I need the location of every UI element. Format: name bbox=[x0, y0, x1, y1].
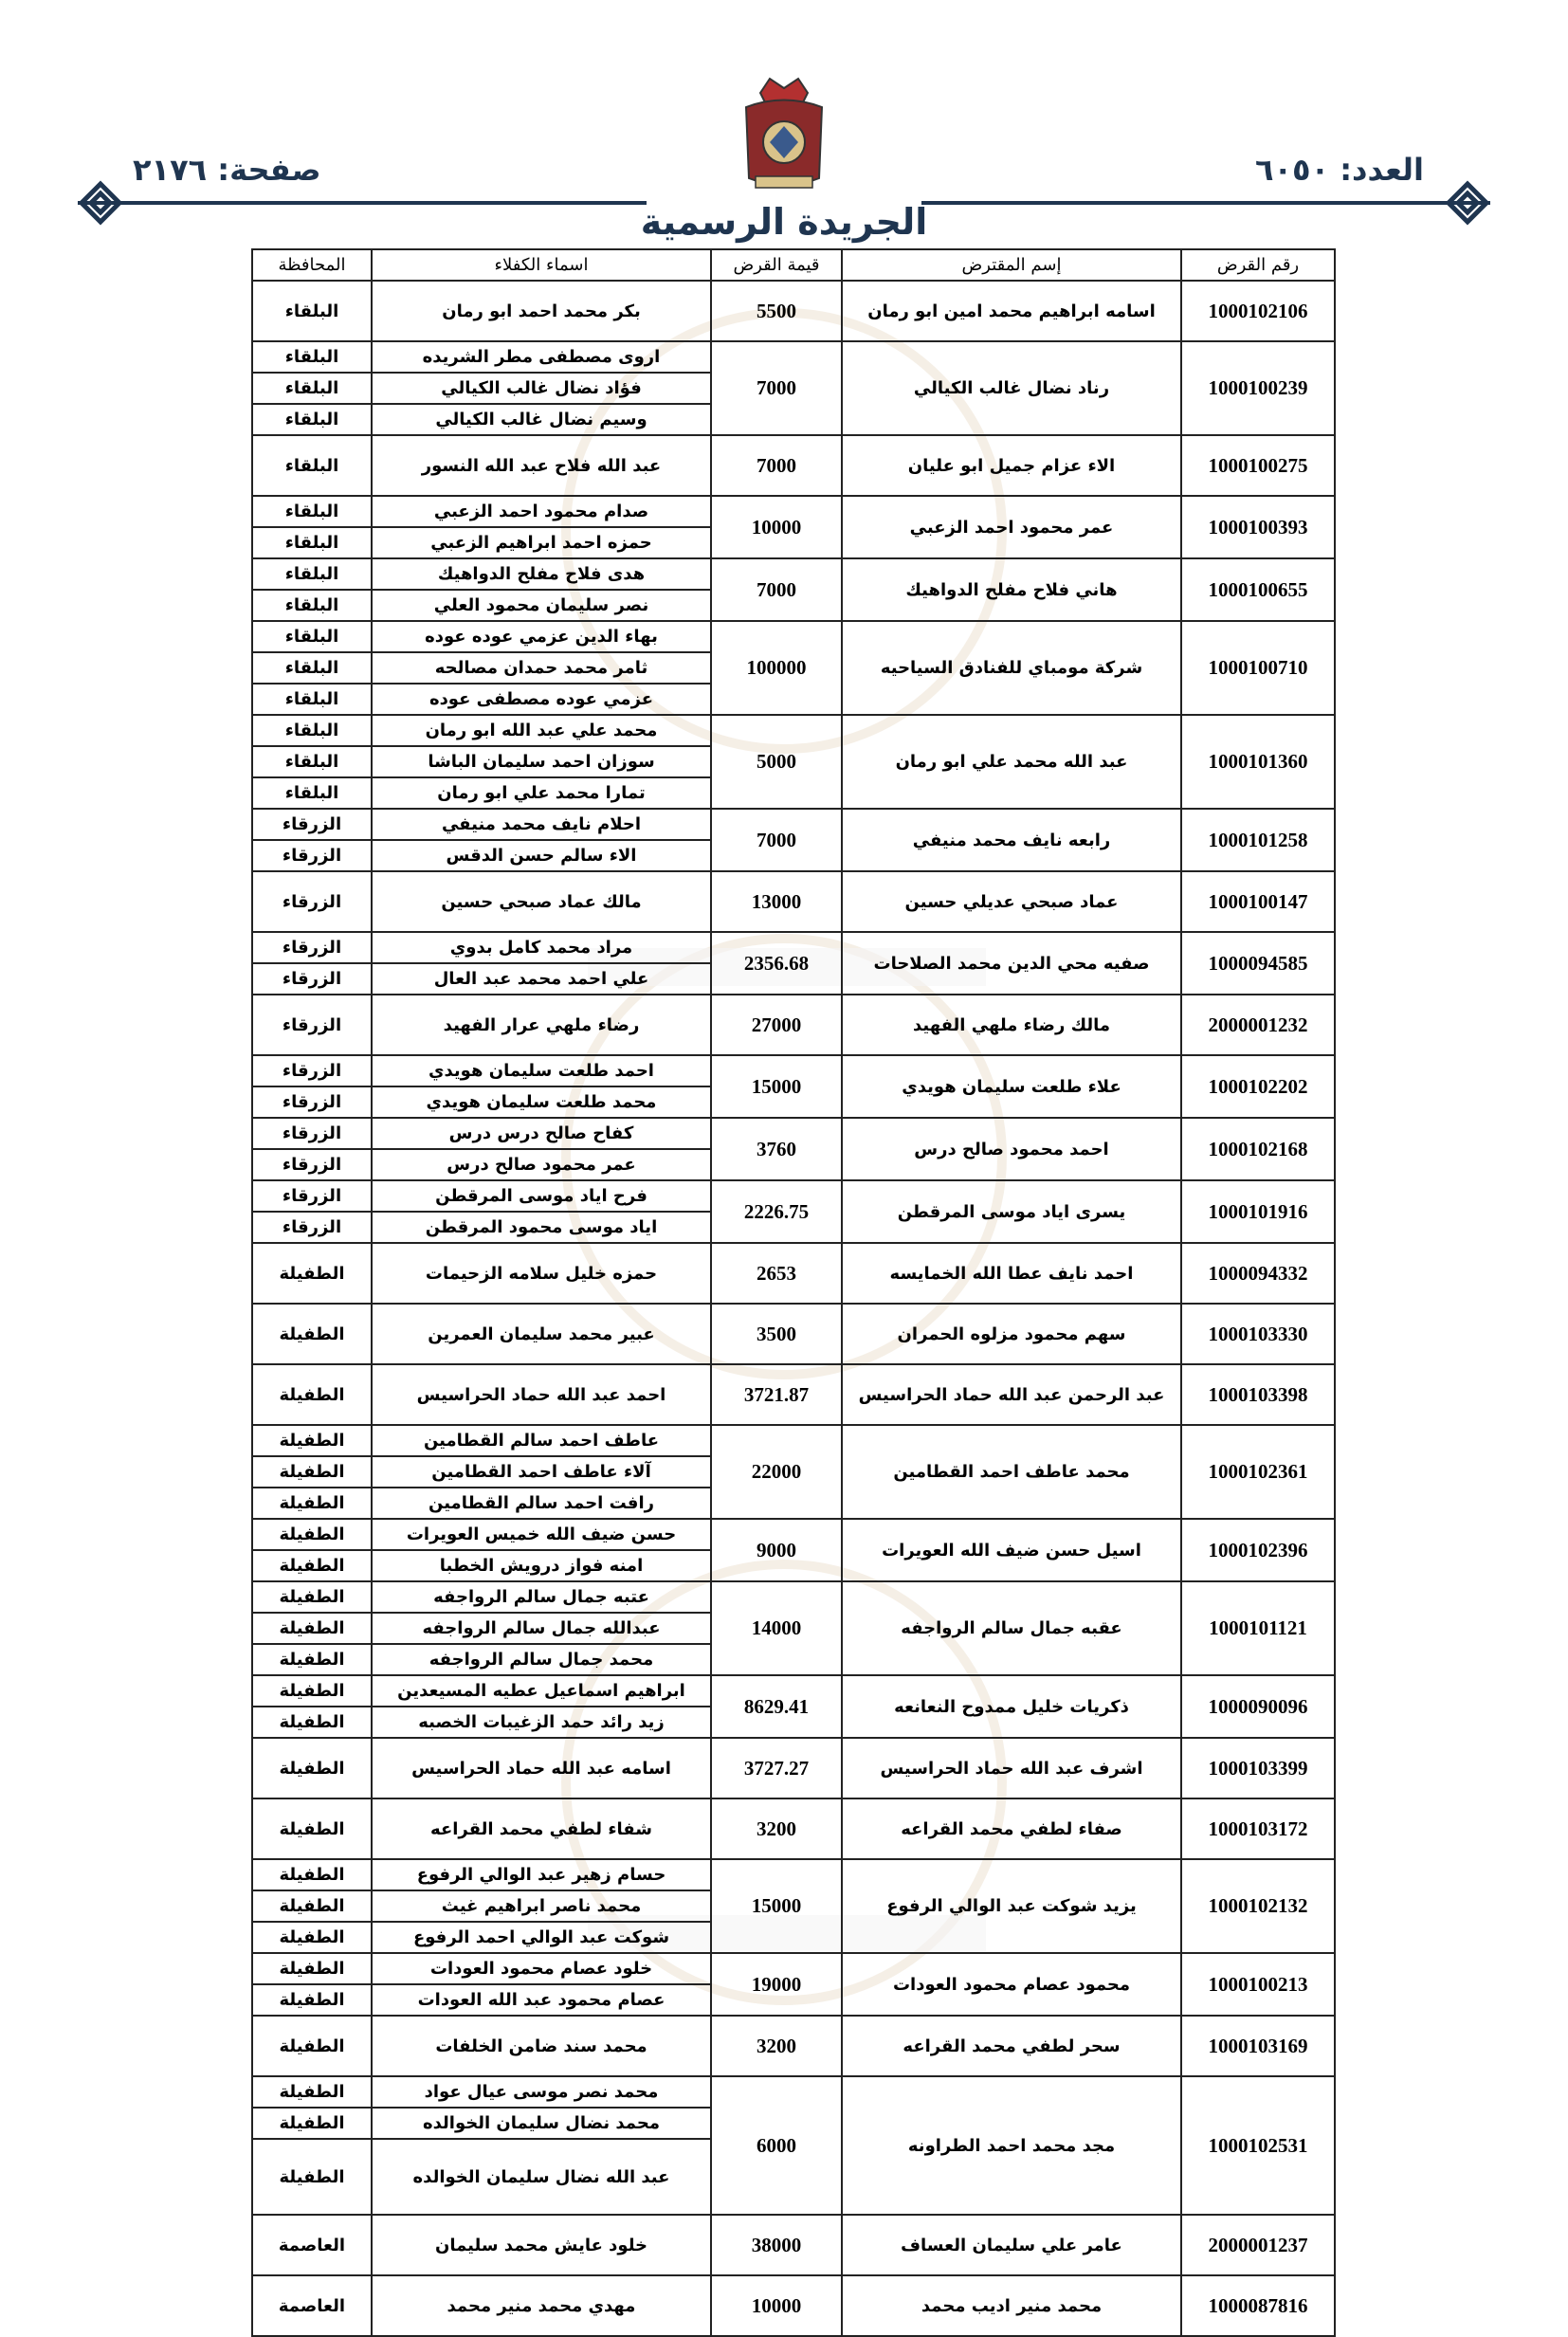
loan-number-cell: 1000102106 bbox=[1181, 281, 1335, 341]
loan-number-cell: 2000001237 bbox=[1181, 2215, 1335, 2275]
loan-amount-cell: 3727.27 bbox=[711, 1738, 842, 1798]
guarantor-name-cell: كفاح صالح درس درس bbox=[372, 1118, 711, 1149]
governorate-cell: الطفيلة bbox=[252, 1456, 372, 1488]
borrower-name-cell: محمد منير اديب محمد bbox=[842, 2275, 1181, 2336]
governorate-cell: البلقاء bbox=[252, 527, 372, 558]
governorate-cell: البلقاء bbox=[252, 684, 372, 715]
guarantor-name-cell: مراد محمد كامل بدوي bbox=[372, 932, 711, 963]
loan-amount-cell: 5000 bbox=[711, 715, 842, 809]
loan-amount-cell: 7000 bbox=[711, 809, 842, 871]
loan-number-cell: 2000001232 bbox=[1181, 995, 1335, 1055]
guarantor-name-cell: نصر سليمان محمود العلي bbox=[372, 590, 711, 621]
loan-number-cell: 1000103330 bbox=[1181, 1304, 1335, 1364]
governorate-cell: الطفيلة bbox=[252, 1243, 372, 1304]
borrower-name-cell: اسامه ابراهيم محمد امين ابو رمان bbox=[842, 281, 1181, 341]
borrower-name-cell: عمر محمود احمد الزعبي bbox=[842, 496, 1181, 558]
issue-number: العدد: ٦٠٥٠ bbox=[1254, 152, 1424, 188]
governorate-cell: الطفيلة bbox=[252, 1738, 372, 1798]
loan-amount-cell: 13000 bbox=[711, 871, 842, 932]
governorate-cell: الطفيلة bbox=[252, 1364, 372, 1425]
governorate-cell: الزرقاء bbox=[252, 1118, 372, 1149]
column-header: قيمة القرض bbox=[711, 249, 842, 281]
loan-amount-cell: 2653 bbox=[711, 1243, 842, 1304]
governorate-cell: البلقاء bbox=[252, 435, 372, 496]
governorate-cell: البلقاء bbox=[252, 496, 372, 527]
guarantor-name-cell: وسيم نضال غالب الكيالي bbox=[372, 404, 711, 435]
governorate-cell: الزرقاء bbox=[252, 963, 372, 995]
table-row bbox=[252, 1581, 1335, 1613]
governorate-cell: البلقاء bbox=[252, 652, 372, 684]
loan-amount-cell: 2356.68 bbox=[711, 932, 842, 995]
guarantor-name-cell: زيد رائد حمد الزغيبات الخصبه bbox=[372, 1707, 711, 1738]
borrower-name-cell: شركة مومباي للفنادق السياحيه bbox=[842, 621, 1181, 715]
governorate-cell: البلقاء bbox=[252, 558, 372, 590]
loan-number-cell: 1000100147 bbox=[1181, 871, 1335, 932]
governorate-cell: العاصمة bbox=[252, 2275, 372, 2336]
table-row bbox=[252, 809, 1335, 840]
loan-number-cell: 1000100393 bbox=[1181, 496, 1335, 558]
loan-amount-cell: 27000 bbox=[711, 995, 842, 1055]
governorate-cell: الزرقاء bbox=[252, 809, 372, 840]
loan-number-cell: 1000103398 bbox=[1181, 1364, 1335, 1425]
table-row bbox=[252, 2215, 1335, 2275]
guarantor-name-cell: آلاء عاطف احمد القطامين bbox=[372, 1456, 711, 1488]
table-row bbox=[252, 1675, 1335, 1707]
governorate-cell: الطفيلة bbox=[252, 2139, 372, 2215]
loan-number-cell: 1000101121 bbox=[1181, 1581, 1335, 1675]
table-row bbox=[252, 2076, 1335, 2108]
table-row bbox=[252, 1738, 1335, 1798]
guarantor-name-cell: خلود عصام محمود العودات bbox=[372, 1953, 711, 1984]
guarantor-name-cell: خلود عايش محمد سليمان bbox=[372, 2215, 711, 2275]
guarantor-name-cell: حسن ضيف الله خميس العويرات bbox=[372, 1519, 711, 1550]
guarantor-name-cell: عبد الله نضال سليمان الخوالده bbox=[372, 2139, 711, 2215]
guarantor-name-cell: شفاء لطفي محمد القراعه bbox=[372, 1798, 711, 1859]
governorate-cell: البلقاء bbox=[252, 777, 372, 809]
loan-amount-cell: 15000 bbox=[711, 1055, 842, 1118]
column-header: إسم المقترض bbox=[842, 249, 1181, 281]
page-header bbox=[0, 0, 1568, 246]
column-header: المحافظة bbox=[252, 249, 372, 281]
table-row bbox=[252, 558, 1335, 590]
loan-amount-cell: 7000 bbox=[711, 341, 842, 435]
loan-number-cell: 1000102531 bbox=[1181, 2076, 1335, 2215]
governorate-cell: الزرقاء bbox=[252, 871, 372, 932]
table-row bbox=[252, 2275, 1335, 2336]
borrower-name-cell: محمد عاطف احمد القطامين bbox=[842, 1425, 1181, 1519]
guarantor-name-cell: محمد سند ضامن الخلفات bbox=[372, 2016, 711, 2076]
table-row bbox=[252, 1519, 1335, 1550]
guarantor-name-cell: الاء سالم حسن الدقس bbox=[372, 840, 711, 871]
guarantor-name-cell: عبد الله فلاح عبد الله النسور bbox=[372, 435, 711, 496]
table-row bbox=[252, 715, 1335, 746]
governorate-cell: البلقاء bbox=[252, 715, 372, 746]
loan-number-cell: 1000100275 bbox=[1181, 435, 1335, 496]
borrower-name-cell: ذكريات خليل ممدوح النعانعه bbox=[842, 1675, 1181, 1738]
governorate-cell: البلقاء bbox=[252, 373, 372, 404]
governorate-cell: الطفيلة bbox=[252, 2108, 372, 2139]
borrower-name-cell: عقبه جمال سالم الرواجفه bbox=[842, 1581, 1181, 1675]
borrower-name-cell: اشرف عبد الله حماد الحراسيس bbox=[842, 1738, 1181, 1798]
borrower-name-cell: سحر لطفي محمد القراعه bbox=[842, 2016, 1181, 2076]
governorate-cell: الزرقاء bbox=[252, 1055, 372, 1086]
loan-number-cell: 1000100213 bbox=[1181, 1953, 1335, 2016]
loan-amount-cell: 3760 bbox=[711, 1118, 842, 1180]
loan-amount-cell: 38000 bbox=[711, 2215, 842, 2275]
guarantor-name-cell: عاطف احمد سالم القطامين bbox=[372, 1425, 711, 1456]
governorate-cell: الطفيلة bbox=[252, 1644, 372, 1675]
loan-number-cell: 1000101258 bbox=[1181, 809, 1335, 871]
loan-number-cell: 1000090096 bbox=[1181, 1675, 1335, 1738]
loan-number-cell: 1000100239 bbox=[1181, 341, 1335, 435]
loan-amount-cell: 22000 bbox=[711, 1425, 842, 1519]
governorate-cell: الطفيلة bbox=[252, 1922, 372, 1953]
loan-amount-cell: 3200 bbox=[711, 2016, 842, 2076]
governorate-cell: الطفيلة bbox=[252, 1890, 372, 1922]
loan-amount-cell: 15000 bbox=[711, 1859, 842, 1953]
loan-number-cell: 1000101916 bbox=[1181, 1180, 1335, 1243]
guarantor-name-cell: محمد طلعت سليمان هويدي bbox=[372, 1086, 711, 1118]
column-header: رقم القرض bbox=[1181, 249, 1335, 281]
governorate-cell: البلقاء bbox=[252, 281, 372, 341]
governorate-cell: الطفيلة bbox=[252, 1953, 372, 1984]
governorate-cell: الزرقاء bbox=[252, 1212, 372, 1243]
guarantor-name-cell: رافت احمد سالم القطامين bbox=[372, 1488, 711, 1519]
governorate-cell: العاصمة bbox=[252, 2215, 372, 2275]
table-row bbox=[252, 1243, 1335, 1304]
crown-emblem-icon bbox=[732, 74, 836, 197]
borrower-name-cell: اسيل حسن ضيف الله العويرات bbox=[842, 1519, 1181, 1581]
loan-amount-cell: 10000 bbox=[711, 2275, 842, 2336]
governorate-cell: الطفيلة bbox=[252, 1425, 372, 1456]
table-row bbox=[252, 1118, 1335, 1149]
loan-amount-cell: 3200 bbox=[711, 1798, 842, 1859]
guarantor-name-cell: عبير محمد سليمان العمرين bbox=[372, 1304, 711, 1364]
guarantor-name-cell: مهدي محمد منير محمد bbox=[372, 2275, 711, 2336]
gazette-title: الجريدة الرسمية bbox=[640, 201, 928, 243]
guarantor-name-cell: سوزان احمد سليمان الباشا bbox=[372, 746, 711, 777]
loans-table bbox=[251, 248, 1336, 2337]
loan-amount-cell: 7000 bbox=[711, 435, 842, 496]
borrower-name-cell: رابعه نايف محمد منيفي bbox=[842, 809, 1181, 871]
loan-number-cell: 1000094585 bbox=[1181, 932, 1335, 995]
table-row bbox=[252, 435, 1335, 496]
loan-amount-cell: 5500 bbox=[711, 281, 842, 341]
loan-number-cell: 1000102168 bbox=[1181, 1118, 1335, 1180]
loan-amount-cell: 9000 bbox=[711, 1519, 842, 1581]
guarantor-name-cell: فرح اياد موسى المرقطن bbox=[372, 1180, 711, 1212]
governorate-cell: الطفيلة bbox=[252, 1304, 372, 1364]
governorate-cell: الطفيلة bbox=[252, 1550, 372, 1581]
governorate-cell: البلقاء bbox=[252, 590, 372, 621]
borrower-name-cell: صفيه محي الدين محمد الصلاحات bbox=[842, 932, 1181, 995]
guarantor-name-cell: عبدالله جمال سالم الرواجفه bbox=[372, 1613, 711, 1644]
table-row bbox=[252, 995, 1335, 1055]
borrower-name-cell: سهم محمود مزلوه الحمران bbox=[842, 1304, 1181, 1364]
table-row bbox=[252, 1304, 1335, 1364]
loan-number-cell: 1000101360 bbox=[1181, 715, 1335, 809]
guarantor-name-cell: فؤاد نضال غالب الكيالي bbox=[372, 373, 711, 404]
loan-number-cell: 1000102396 bbox=[1181, 1519, 1335, 1581]
guarantor-name-cell: هدى فلاح مفلح الدواهيك bbox=[372, 558, 711, 590]
guarantor-name-cell: محمد جمال سالم الرواجفه bbox=[372, 1644, 711, 1675]
guarantor-name-cell: محمد ناصر ابراهيم غيث bbox=[372, 1890, 711, 1922]
guarantor-name-cell: علي احمد محمد عبد العال bbox=[372, 963, 711, 995]
table-row bbox=[252, 621, 1335, 652]
governorate-cell: الزرقاء bbox=[252, 840, 372, 871]
loan-amount-cell: 3721.87 bbox=[711, 1364, 842, 1425]
table-row bbox=[252, 281, 1335, 341]
loan-amount-cell: 10000 bbox=[711, 496, 842, 558]
guarantor-name-cell: حمزه خليل سلامه الزحيمات bbox=[372, 1243, 711, 1304]
governorate-cell: البلقاء bbox=[252, 341, 372, 373]
loan-amount-cell: 7000 bbox=[711, 558, 842, 621]
table-row bbox=[252, 1798, 1335, 1859]
guarantor-name-cell: مالك عماد صبحي حسين bbox=[372, 871, 711, 932]
loan-amount-cell: 3500 bbox=[711, 1304, 842, 1364]
table-row bbox=[252, 1859, 1335, 1890]
table-row bbox=[252, 932, 1335, 963]
guarantor-name-cell: اياد موسى محمود المرقطن bbox=[372, 1212, 711, 1243]
governorate-cell: الطفيلة bbox=[252, 1675, 372, 1707]
guarantor-name-cell: ثامر محمد حمدان مصالحه bbox=[372, 652, 711, 684]
loans-table-body bbox=[252, 281, 1335, 2336]
governorate-cell: الطفيلة bbox=[252, 1984, 372, 2016]
table-row bbox=[252, 1425, 1335, 1456]
borrower-name-cell: مالك رضاء ملهي الفهيد bbox=[842, 995, 1181, 1055]
governorate-cell: البلقاء bbox=[252, 746, 372, 777]
guarantor-name-cell: حمزه احمد ابراهيم الزعبي bbox=[372, 527, 711, 558]
borrower-name-cell: عبد الله محمد علي ابو رمان bbox=[842, 715, 1181, 809]
loan-number-cell: 1000103172 bbox=[1181, 1798, 1335, 1859]
loan-amount-cell: 2226.75 bbox=[711, 1180, 842, 1243]
guarantor-name-cell: رضاء ملهي عرار الفهيد bbox=[372, 995, 711, 1055]
guarantor-name-cell: محمد علي عبد الله ابو رمان bbox=[372, 715, 711, 746]
borrower-name-cell: علاء طلعت سليمان هويدي bbox=[842, 1055, 1181, 1118]
governorate-cell: الطفيلة bbox=[252, 1613, 372, 1644]
table-row bbox=[252, 341, 1335, 373]
borrower-name-cell: الاء عزام جميل ابو عليان bbox=[842, 435, 1181, 496]
governorate-cell: البلقاء bbox=[252, 621, 372, 652]
borrower-name-cell: احمد نايف عطا الله الخمايسه bbox=[842, 1243, 1181, 1304]
governorate-cell: الطفيلة bbox=[252, 2076, 372, 2108]
table-row bbox=[252, 1180, 1335, 1212]
guarantor-name-cell: صدام محمود احمد الزعبي bbox=[372, 496, 711, 527]
guarantor-name-cell: احلام نايف محمد منيفي bbox=[372, 809, 711, 840]
loan-amount-cell: 100000 bbox=[711, 621, 842, 715]
guarantor-name-cell: حسام زهير عبد الوالي الرفوع bbox=[372, 1859, 711, 1890]
guarantor-name-cell: احمد عبد الله حماد الحراسيس bbox=[372, 1364, 711, 1425]
guarantor-name-cell: محمد نضال سليمان الخوالده bbox=[372, 2108, 711, 2139]
governorate-cell: الطفيلة bbox=[252, 1859, 372, 1890]
governorate-cell: الزرقاء bbox=[252, 932, 372, 963]
loan-amount-cell: 6000 bbox=[711, 2076, 842, 2215]
table-row bbox=[252, 496, 1335, 527]
page-number: صفحة: ٢١٧٦ bbox=[133, 152, 321, 188]
guarantor-name-cell: ابراهيم اسماعيل عطيه المسيعدين bbox=[372, 1675, 711, 1707]
guarantor-name-cell: عمر محمود صالح درس bbox=[372, 1149, 711, 1180]
borrower-name-cell: احمد محمود صالح درس bbox=[842, 1118, 1181, 1180]
loan-number-cell: 1000102361 bbox=[1181, 1425, 1335, 1519]
borrower-name-cell: رناد نضال غالب الكيالي bbox=[842, 341, 1181, 435]
guarantor-name-cell: شوكت عبد الوالي احمد الرفوع bbox=[372, 1922, 711, 1953]
governorate-cell: الطفيلة bbox=[252, 1488, 372, 1519]
governorate-cell: الزرقاء bbox=[252, 1086, 372, 1118]
guarantor-name-cell: بكر محمد احمد ابو رمان bbox=[372, 281, 711, 341]
borrower-name-cell: هاني فلاح مفلح الدواهيك bbox=[842, 558, 1181, 621]
loan-number-cell: 1000102202 bbox=[1181, 1055, 1335, 1118]
guarantor-name-cell: امنه فواز درويش الخطبا bbox=[372, 1550, 711, 1581]
guarantor-name-cell: عتبه جمال سالم الرواجفه bbox=[372, 1581, 711, 1613]
borrower-name-cell: محمود عصام محمود العودات bbox=[842, 1953, 1181, 2016]
loan-number-cell: 1000103169 bbox=[1181, 2016, 1335, 2076]
guarantor-name-cell: اروى مصطفى مطر الشريده bbox=[372, 341, 711, 373]
table-row bbox=[252, 871, 1335, 932]
governorate-cell: الطفيلة bbox=[252, 2016, 372, 2076]
loan-number-cell: 1000094332 bbox=[1181, 1243, 1335, 1304]
loan-amount-cell: 8629.41 bbox=[711, 1675, 842, 1738]
borrower-name-cell: عماد صبحي عديلي حسين bbox=[842, 871, 1181, 932]
borrower-name-cell: يسرى اياد موسى المرقطن bbox=[842, 1180, 1181, 1243]
guarantor-name-cell: احمد طلعت سليمان هويدي bbox=[372, 1055, 711, 1086]
governorate-cell: الزرقاء bbox=[252, 995, 372, 1055]
loan-number-cell: 1000087816 bbox=[1181, 2275, 1335, 2336]
guarantor-name-cell: بهاء الدين عزمي عوده عوده bbox=[372, 621, 711, 652]
guarantor-name-cell: اسامه عبد الله حماد الحراسيس bbox=[372, 1738, 711, 1798]
guarantor-name-cell: عزمي عوده مصطفى عوده bbox=[372, 684, 711, 715]
governorate-cell: الزرقاء bbox=[252, 1149, 372, 1180]
borrower-name-cell: يزيد شوكت عبد الوالي الرفوع bbox=[842, 1859, 1181, 1953]
guarantor-name-cell: عصام محمود عبد الله العودات bbox=[372, 1984, 711, 2016]
table-row bbox=[252, 1055, 1335, 1086]
loan-number-cell: 1000100655 bbox=[1181, 558, 1335, 621]
table-header-row bbox=[252, 249, 1335, 281]
governorate-cell: البلقاء bbox=[252, 404, 372, 435]
borrower-name-cell: عامر علي سليمان العساف bbox=[842, 2215, 1181, 2275]
table-row bbox=[252, 1953, 1335, 1984]
table-row bbox=[252, 2016, 1335, 2076]
governorate-cell: الطفيلة bbox=[252, 1798, 372, 1859]
governorate-cell: الطفيلة bbox=[252, 1519, 372, 1550]
governorate-cell: الزرقاء bbox=[252, 1180, 372, 1212]
loan-number-cell: 1000102132 bbox=[1181, 1859, 1335, 1953]
loan-amount-cell: 14000 bbox=[711, 1581, 842, 1675]
governorate-cell: الطفيلة bbox=[252, 1581, 372, 1613]
guarantor-name-cell: تمارا محمد علي ابو رمان bbox=[372, 777, 711, 809]
column-header: اسماء الكفلاء bbox=[372, 249, 711, 281]
loan-number-cell: 1000100710 bbox=[1181, 621, 1335, 715]
borrower-name-cell: مجد محمد احمد الطراونه bbox=[842, 2076, 1181, 2215]
borrower-name-cell: صفاء لطفي محمد القراعه bbox=[842, 1798, 1181, 1859]
loan-number-cell: 1000103399 bbox=[1181, 1738, 1335, 1798]
borrower-name-cell: عبد الرحمن عبد الله حماد الحراسيس bbox=[842, 1364, 1181, 1425]
loan-amount-cell: 19000 bbox=[711, 1953, 842, 2016]
table-row bbox=[252, 1364, 1335, 1425]
guarantor-name-cell: محمد نصر موسى عيال عواد bbox=[372, 2076, 711, 2108]
governorate-cell: الطفيلة bbox=[252, 1707, 372, 1738]
